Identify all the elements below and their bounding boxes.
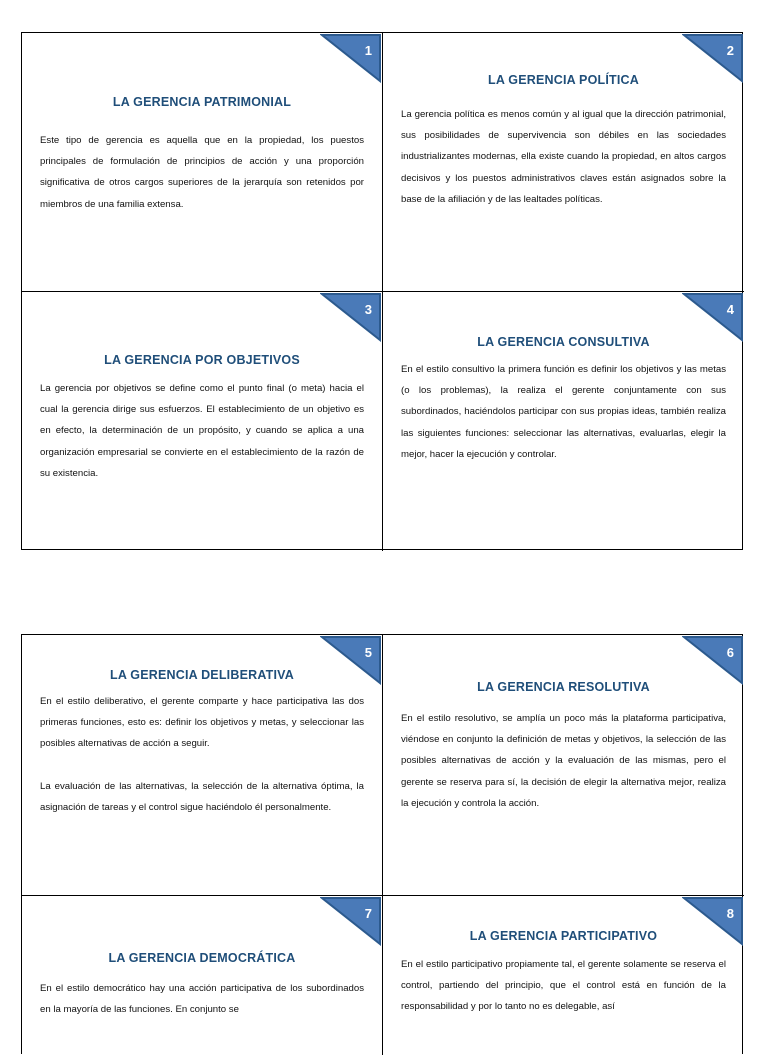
card-6 <box>383 635 744 896</box>
corner-ribbon <box>320 896 382 946</box>
card-body <box>383 359 744 465</box>
corner-triangle <box>684 637 742 683</box>
card-paragraph: La gerencia por objetivos se define como el punto final (o meta) hacia el cual la gerencia dirige sus esfuerzos. El establecimiento de un objetivo es en efecto, la determinación de un propósito, y cuando se aplica a una organización empresarial se convierte en el establecimiento de la razón de su existencia. <box>40 383 364 479</box>
card-number: 4 <box>726 302 734 317</box>
card-1 <box>22 33 383 292</box>
card-2 <box>383 33 744 292</box>
card-title: LA GERENCIA POR OBJETIVOS <box>104 353 300 367</box>
card-paragraph: En el estilo participativo propiamente tal, el gerente solamente se reserva el control, partiendo del principio, que el control está en función de la responsabilidad y por lo tanto no es delegable, así <box>401 959 726 1013</box>
corner-triangle <box>322 294 380 340</box>
card-5 <box>22 635 383 896</box>
card-title: LA GERENCIA RESOLUTIVA <box>477 680 650 694</box>
card-paragraph: En el estilo democrático hay una acción participativa de los subordinados en la mayoría de las funciones. En conjunto se <box>40 983 364 1016</box>
card-body <box>22 978 382 1020</box>
card-body <box>22 130 382 215</box>
card-paragraph: Este tipo de gerencia es aquella que en la propiedad, los puestos principales de formulación de principios de acción y una proporción significativa de otros cargos superiores de la jerarquía son retenidos por miembros de una familia extensa. <box>40 135 364 210</box>
card-number: 8 <box>726 906 734 921</box>
corner-triangle <box>322 35 380 81</box>
card-paragraph: En el estilo deliberativo, el gerente comparte y hace participativa las dos primeras funciones, esto es: definir los objetivos y metas, y seleccionar las posibles alternativas de acción a seguir. <box>40 696 364 750</box>
corner-triangle-icon <box>320 292 382 342</box>
corner-ribbon <box>320 33 382 83</box>
corner-ribbon <box>682 292 744 342</box>
corner-triangle <box>684 294 742 340</box>
corner-triangle-icon <box>682 292 744 342</box>
corner-triangle-icon <box>320 33 382 83</box>
corner-triangle-icon <box>682 896 744 946</box>
corner-ribbon <box>682 635 744 685</box>
card-paragraph: La gerencia política es menos común y al igual que la dirección patrimonial, sus posibilidades de supervivencia son débiles en las sociedades industrializantes modernas, ella existe cuando la propiedad, en altos cargos decisivos y los puestos administrativos claves están asignados sobre la base de la afiliación y de las lealtades políticas. <box>401 109 726 205</box>
card-8 <box>383 896 744 1055</box>
card-4 <box>383 292 744 551</box>
card-number: 7 <box>364 906 372 921</box>
card-body <box>383 954 744 1018</box>
card-7 <box>22 896 383 1055</box>
corner-ribbon <box>320 635 382 685</box>
bottom-card-grid <box>21 634 743 1054</box>
corner-ribbon <box>682 896 744 946</box>
top-card-grid <box>21 32 743 550</box>
card-title: LA GERENCIA PATRIMONIAL <box>112 95 292 109</box>
corner-triangle <box>322 637 380 683</box>
corner-triangle <box>684 898 742 944</box>
card-title: LA GERENCIA DELIBERATIVA <box>110 668 294 682</box>
corner-triangle <box>322 898 380 944</box>
card-title: LA GERENCIA PARTICIPATIVO <box>469 929 658 943</box>
corner-ribbon <box>320 292 382 342</box>
card-3 <box>22 292 383 551</box>
card-paragraph: En el estilo resolutivo, se amplía un poco más la plataforma participativa, viéndose en conjunto la definición de metas y objetivos, la selección de las posibles alternativas de acción y la evaluación de las mismas, pero el gerente se reserva para sí, la decisión de elegir la alternativa mejor, realiza la ejecución y controla la acción. <box>401 713 726 809</box>
card-title: LA GERENCIA POLÍTICA <box>488 73 639 87</box>
card-number: 6 <box>726 645 734 660</box>
card-body <box>22 378 382 484</box>
card-title: LA GERENCIA DEMOCRÁTICA <box>108 951 296 965</box>
card-body <box>22 691 382 818</box>
corner-triangle-icon <box>682 33 744 83</box>
card-body <box>383 708 744 814</box>
card-paragraph: La evaluación de las alternativas, la selección de la alternativa óptima, la asignación de tareas y el control sigue haciéndolo él personalmente. <box>40 780 364 813</box>
corner-triangle <box>684 35 742 81</box>
corner-triangle-icon <box>682 635 744 685</box>
corner-triangle-icon <box>320 635 382 685</box>
card-title: LA GERENCIA CONSULTIVA <box>477 335 650 349</box>
card-body <box>383 104 744 210</box>
card-number: 5 <box>364 645 372 660</box>
corner-ribbon <box>682 33 744 83</box>
card-paragraph: En el estilo consultivo la primera función es definir los objetivos y las metas (o los problemas), la realiza el gerente conjuntamente con sus subordinados, haciéndolos participar con sus propias ideas, también realiza las siguientes funciones: seleccionar las alternativas, evaluarlas, elegir la mejor, hacer la ejecución y controlar. <box>401 364 726 460</box>
corner-triangle-icon <box>320 896 382 946</box>
card-number: 3 <box>364 302 372 317</box>
card-number: 2 <box>726 43 734 58</box>
card-number: 1 <box>364 43 372 58</box>
